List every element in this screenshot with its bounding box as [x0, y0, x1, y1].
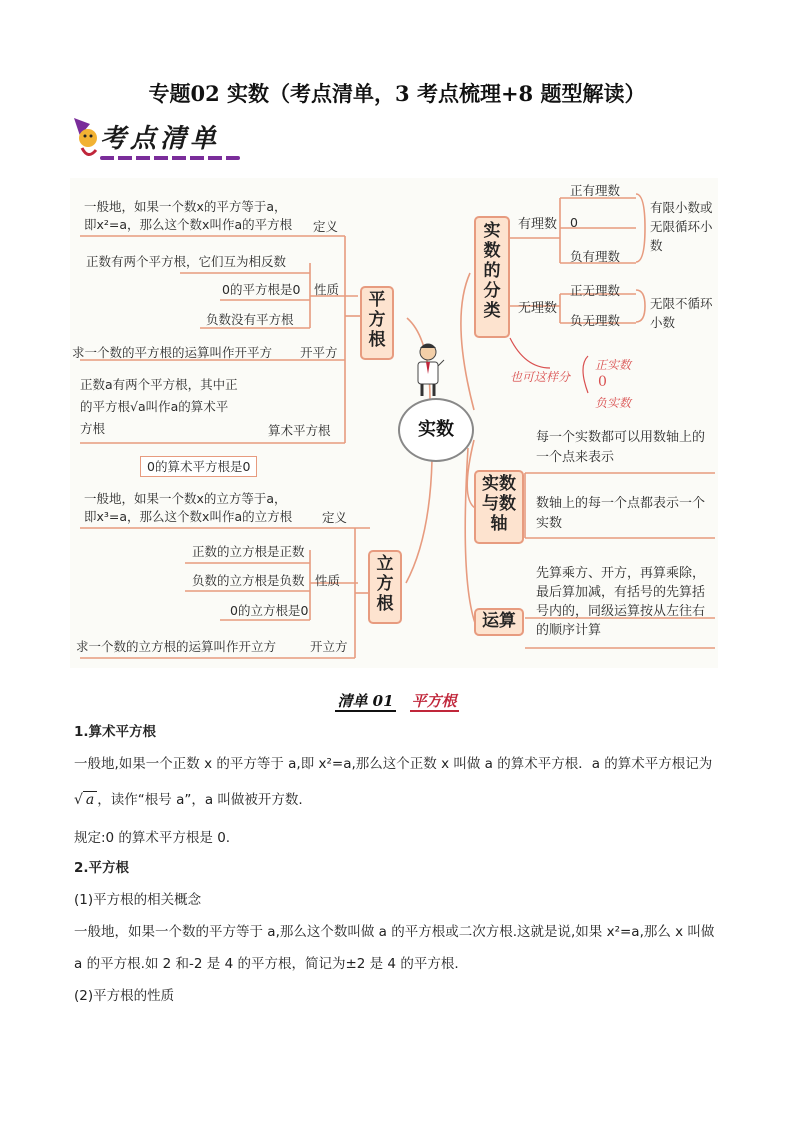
cbrt-def-line1: 一般地，如果一个数x的立方等于a， [84, 491, 287, 506]
badge-label: 考点清单 [100, 124, 221, 154]
para-arith-def: 一般地,如果一个正数 x 的平方等于 a,即 x²=a,那么这个正数 x 叫做 a 的算术平方根．a 的算术平方根记为 [74, 756, 713, 772]
radicand: a [83, 791, 97, 808]
center-node: 实数 [398, 398, 474, 462]
sqrt-prop-2: 0的平方根是0 [222, 282, 301, 297]
arith-line2: 的平方根√a叫作a的算术平 [80, 399, 229, 414]
kailifang-label: 开立方 [310, 639, 348, 654]
arith-label: 算术平方根 [268, 423, 331, 438]
teacher-icon [410, 342, 446, 398]
mind-map [70, 178, 718, 668]
page-title: 专题02 实数（考点清单，3 考点梳理+8 题型解读） [148, 81, 646, 106]
alt-pos: 正实数 [595, 358, 632, 372]
subheading-property: (2)平方根的性质 [74, 988, 175, 1004]
branch-cbrt: 立方根 [368, 550, 402, 624]
numberline-text2: 数轴上的每一个点都表示一个实数 [536, 496, 706, 531]
cbrt-prop-2: 负数的立方根是负数 [192, 573, 305, 588]
cbrt-def-line2: 即x³=a，那么这个数x叫作a的立方根 [84, 509, 293, 524]
sqrt-def-line2: 即x²=a，那么这个数x叫作a的平方根 [84, 217, 293, 232]
rational: 有理数 [518, 217, 558, 232]
para-rule: 规定:0 的算术平方根是 0. [74, 830, 231, 846]
para-sqrt-def-2: a 的平方根.如 2 和-2 是 4 的平方根，简记为±2 是 4 的平方根. [74, 956, 459, 972]
cbrt-prop-3: 0的立方根是0 [230, 603, 309, 618]
sqrt-prop-1: 正数有两个平方根，它们互为相反数 [86, 254, 287, 269]
irrational-note: 无限不循环小数 [650, 296, 713, 330]
arith-line1: 正数a有两个平方根，其中正 [80, 377, 238, 392]
cbrt-prop-label: 性质 [315, 573, 341, 588]
kaipingfang-text: 求一个数的平方根的运算叫作开平方 [72, 345, 273, 360]
section-title [0, 690, 794, 711]
arith-line3: 方根 [80, 421, 106, 436]
sqrt-def-line1: 一般地，如果一个数x的平方等于a， [84, 199, 287, 214]
subheading-concept: (1)平方根的相关概念 [74, 892, 202, 908]
alt-zero: 0 [598, 374, 607, 390]
para-sqrt-def-1: 一般地，如果一个数的平方等于 a,那么这个数叫做 a 的平方根或二次方根.这就是说,如果 x²=a,那么 x 叫做 [74, 924, 715, 940]
branch-operation: 运算 [474, 608, 524, 636]
numberline-text1: 每一个实数都可以用数轴上的一个点来表示 [536, 430, 706, 465]
zero-rational: 0 [570, 215, 578, 230]
alt-neg: 负实数 [595, 396, 632, 410]
section-name: 平方根 [411, 692, 457, 710]
badge-underline [100, 156, 240, 160]
irrational: 无理数 [518, 301, 558, 316]
kailifang-text: 求一个数的立方根的运算叫作开立方 [76, 639, 277, 654]
cbrt-def-label: 定义 [322, 510, 348, 525]
rational-note: 有限小数或无限循环小数 [650, 200, 713, 253]
pos-irrational: 正无理数 [570, 283, 621, 298]
sqrt-prop-3: 负数没有平方根 [206, 312, 294, 327]
zero-arith: 0的算术平方根是0 [140, 456, 257, 477]
alt-note: 也可这样分 [510, 370, 571, 384]
sqrt-def-label: 定义 [313, 219, 339, 234]
branch-classification: 实数的分类 [474, 216, 510, 338]
neg-irrational: 负无理数 [570, 313, 621, 328]
badge [70, 112, 240, 164]
branch-numberline: 实数与数轴 [474, 470, 524, 544]
radical-icon: √ [74, 792, 83, 808]
branch-sqrt: 平方根 [360, 286, 394, 360]
pos-rational: 正有理数 [570, 183, 621, 198]
kaipingfang-label: 开平方 [300, 345, 338, 360]
heading-arith-sqrt: 1.算术平方根 [74, 724, 157, 740]
cbrt-prop-1: 正数的立方根是正数 [192, 544, 305, 559]
sqrt-prop-label: 性质 [314, 282, 340, 297]
operation-text: 先算乘方、开方，再算乘除，最后算加减，有括号的先算括号内的，同级运算按从左往右的顺序计算 [536, 566, 706, 638]
heading-sqrt: 2.平方根 [74, 860, 130, 876]
para-arith-reading: ，读作“根号 a”，a 叫做被开方数. [97, 792, 303, 808]
sqrt-expression [74, 788, 303, 808]
neg-rational: 负有理数 [570, 249, 621, 264]
section-number: 清单 01 [337, 692, 394, 710]
